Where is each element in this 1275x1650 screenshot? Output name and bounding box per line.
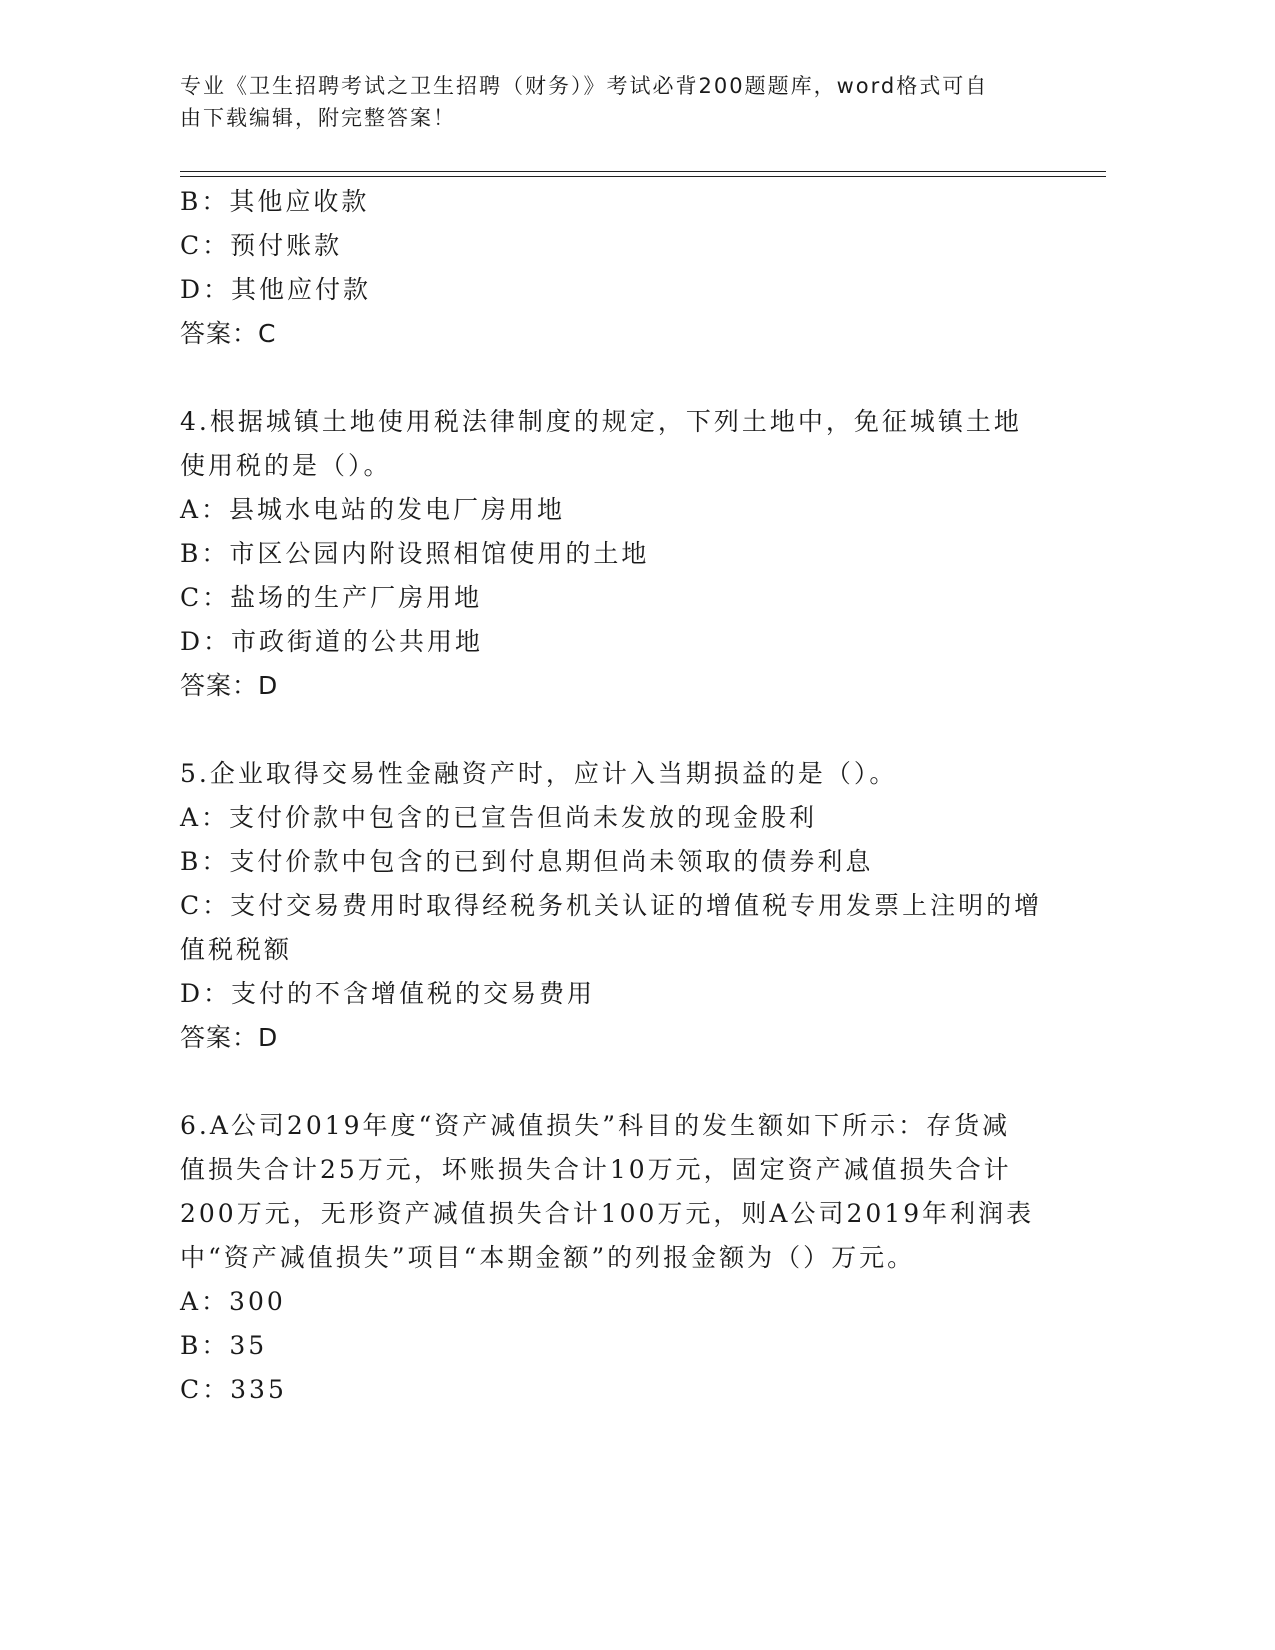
- question-5: [180, 752, 1043, 1060]
- header-divider-top: [180, 171, 1106, 172]
- header-divider-bottom: [180, 176, 1106, 177]
- question-stem-line: 使用税的是（）。: [180, 451, 392, 480]
- option-a: A：县城水电站的发电厂房用地: [180, 495, 566, 524]
- option-d: D：支付的不含增值税的交易费用: [180, 979, 596, 1008]
- question-stem-line: 5.企业取得交易性金融资产时，应计入当期损益的是（）。: [180, 759, 898, 788]
- option-c: C：盐场的生产厂房用地: [180, 583, 483, 612]
- option-c-continued: 值税税额: [180, 935, 293, 964]
- question-6: [180, 1104, 1040, 1412]
- question-stem-line: 中“资产减值损失”项目“本期金额”的列报金额为（）万元。: [180, 1243, 916, 1272]
- option-c: C：支付交易费用时取得经税务机关认证的增值税专用发票上注明的增: [180, 891, 1043, 920]
- option-a: A：300: [180, 1287, 286, 1316]
- option-b: B：市区公园内附设照相馆使用的土地: [180, 539, 650, 568]
- option-b: B：其他应收款: [180, 187, 370, 216]
- option-d: D：其他应付款: [180, 275, 372, 304]
- option-b: B：支付价款中包含的已到付息期但尚未领取的债券利息: [180, 847, 874, 876]
- answer-label: 答案：D: [180, 1023, 279, 1052]
- question-stem-line: 值损失合计25万元，坏账损失合计10万元，固定资产减值损失合计: [180, 1155, 1012, 1184]
- option-a: A：支付价款中包含的已宣告但尚未发放的现金股利: [180, 803, 818, 832]
- option-c: C：预付账款: [180, 231, 343, 260]
- document-header: [180, 70, 1040, 134]
- question-stem-line: 4.根据城镇土地使用税法律制度的规定，下列土地中，免征城镇土地: [180, 407, 1022, 436]
- header-title-line-1: 专业《卫生招聘考试之卫生招聘（财务）》考试必背200题题库，word格式可自: [180, 74, 989, 98]
- option-d: D：市政街道的公共用地: [180, 627, 484, 656]
- option-c: C：335: [180, 1375, 287, 1404]
- question-4: [180, 400, 1040, 708]
- option-b: B：35: [180, 1331, 268, 1360]
- question-list: [180, 180, 1043, 1412]
- question-3-continuation: [180, 180, 1040, 356]
- question-stem-line: 6.A公司2019年度“资产减值损失”科目的发生额如下所示：存货减: [180, 1111, 1011, 1140]
- header-title-line-2: 由下载编辑，附完整答案！: [180, 106, 456, 130]
- question-stem-line: 200万元，无形资产减值损失合计100万元，则A公司2019年利润表: [180, 1199, 1035, 1228]
- answer-label: 答案：C: [180, 319, 277, 348]
- answer-label: 答案：D: [180, 671, 279, 700]
